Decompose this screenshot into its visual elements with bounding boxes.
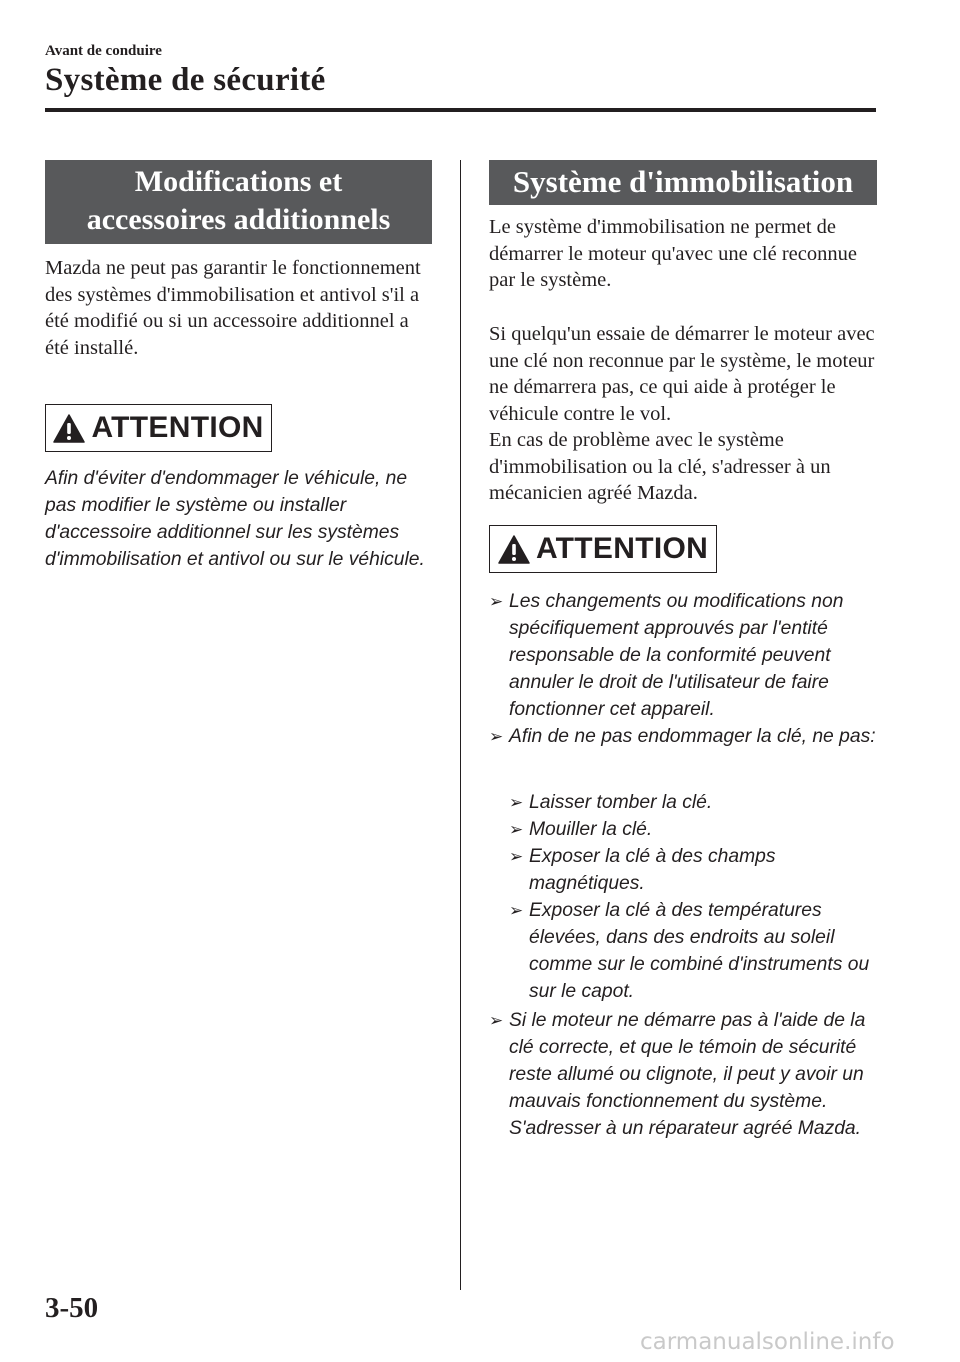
section-title-line1: Modifications et	[134, 165, 343, 198]
header-rule	[45, 108, 876, 112]
list-item: ➢ Les changements ou modifications non spécifiquement approuvés par l'entité responsable de la conformité peuvent annuler le droit de l'utilisateur de faire fonctionner cet appareil.	[489, 588, 881, 723]
bullet-arrow-icon: ➢	[489, 1011, 504, 1030]
warning-triangle-icon	[53, 414, 85, 443]
bullet-arrow-icon: ➢	[509, 847, 524, 866]
section-title-line2: accessoires additionnels	[86, 203, 391, 236]
column-divider	[460, 160, 461, 1290]
list-item: ➢ Exposer la clé à des champs magnétiques.	[509, 843, 881, 897]
immobilizer-para3: En cas de problème avec le système d'immobilisation ou la clé, s'adresser à un mécanicien agréé Mazda.	[489, 429, 831, 504]
list-item: ➢ Exposer la clé à des températures élevées, dans des endroits au soleil comme sur le combiné d'instruments ou sur le capot.	[509, 897, 881, 1005]
section-title-immobilizer: Système d'immobilisation	[489, 160, 877, 205]
bullet-arrow-icon: ➢	[489, 727, 504, 746]
attention-box-right	[489, 525, 717, 573]
modifications-body: Mazda ne peut pas garantir le fonctionnement des systèmes d'immobilisation et antivol s'il a été modifié ou si un accessoire additionnel a été installé.	[45, 257, 421, 359]
list-item: ➢ Afin de ne pas endommager la clé, ne pas:	[489, 723, 881, 750]
list-item: ➢ Laisser tomber la clé.	[509, 789, 881, 816]
immobilizer-para-group	[489, 321, 877, 507]
page-number: 3-50	[45, 1292, 99, 1324]
bullet-arrow-icon: ➢	[489, 592, 504, 611]
list-item: ➢ Si le moteur ne démarre pas à l'aide de la clé correcte, et que le témoin de sécurité reste allumé ou clignote, il peut y avoir un mauvais fonctionnement du système. S'adresser à un réparateur agréé Mazda.	[489, 1007, 881, 1142]
warning-triangle-icon	[498, 535, 530, 564]
attention-label: ATTENTION	[91, 411, 264, 444]
chapter-title: Système de sécurité	[45, 62, 326, 98]
bullet-arrow-icon: ➢	[509, 793, 524, 812]
breadcrumb: Avant de conduire	[45, 43, 162, 59]
bullet-arrow-icon: ➢	[509, 901, 524, 920]
attention-box-left	[45, 404, 272, 452]
caution-list-last	[489, 1007, 881, 1142]
section-title-modifications	[45, 160, 432, 244]
list-item: ➢ Mouiller la clé.	[509, 816, 881, 843]
attention-label: ATTENTION	[535, 532, 709, 565]
bullet-arrow-icon: ➢	[509, 820, 524, 839]
attention-text-left: Afin d'éviter d'endommager le véhicule, ne pas modifier le système ou installer d'accessoire additionnel sur les systèmes d'immobilisation et antivol ou sur le véhicule.	[45, 468, 425, 570]
immobilizer-para2: Si quelqu'un essaie de démarrer le moteur avec une clé non reconnue par le système, le moteur ne démarrera pas, ce qui aide à protéger le véhicule contre le vol.	[489, 323, 875, 425]
immobilizer-para1: Le système d'immobilisation ne permet de démarrer le moteur qu'avec une clé reconnue par le système.	[489, 216, 857, 291]
caution-list	[489, 588, 881, 750]
watermark: carmanualsonline.info	[640, 1329, 895, 1355]
caution-sublist	[509, 789, 881, 1005]
